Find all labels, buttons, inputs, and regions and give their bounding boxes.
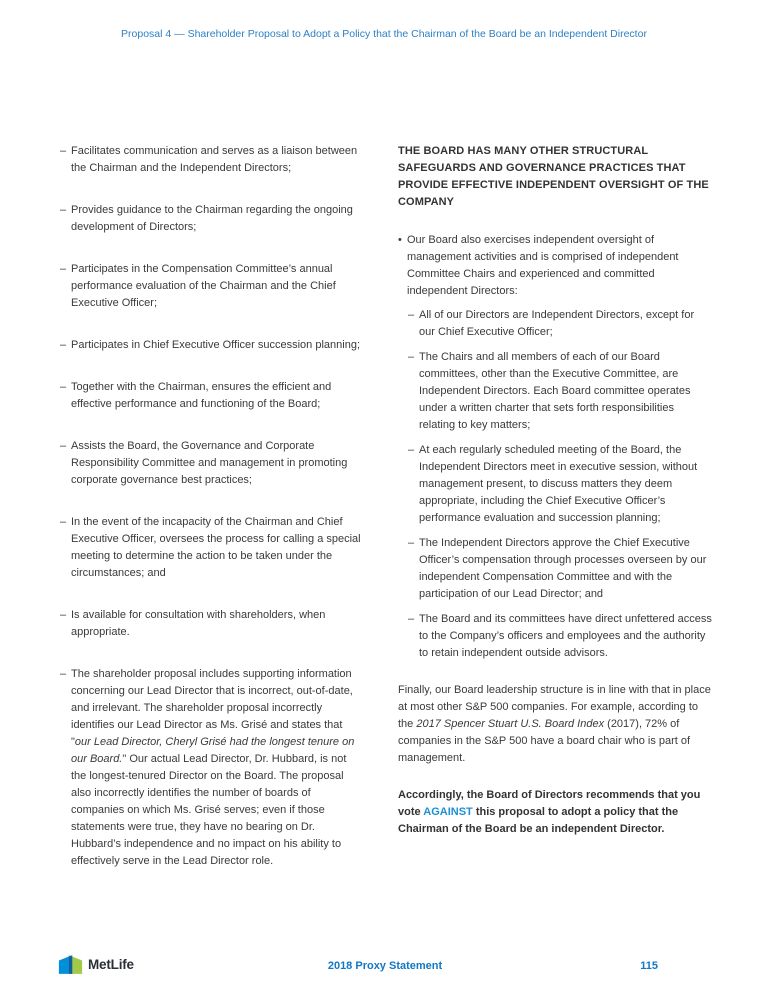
dash-list-item — [60, 261, 362, 312]
text-segment: Finally, our Board leadership structure is in line with that in place at most other S&P 500 companies. For example, according to the — [398, 684, 711, 730]
dash-list-item — [60, 202, 362, 236]
dash-marker: – — [60, 381, 67, 393]
list-item-text: Facilitates communication and serves as a liaison between the Chairman and the Independent Directors; — [71, 145, 358, 174]
page-header-title: Proposal 4 — Shareholder Proposal to Adopt a Policy that the Chairman of the Board be an Independent Director — [121, 28, 647, 40]
dash-marker: – — [60, 339, 67, 351]
dash-list-item — [408, 611, 713, 662]
metlife-wordmark: MetLife — [88, 957, 134, 972]
bullet-item-text: Our Board also exercises independent oversight of management activities and is comprised of independent Committee Chairs and experienced and committed independent Directors: — [407, 234, 679, 297]
board-recommendation — [398, 787, 713, 838]
list-item-text: Participates in Chief Executive Officer succession planning; — [71, 339, 360, 351]
dash-marker: – — [408, 444, 415, 456]
list-item-text: Assists the Board, the Governance and Corporate Responsibility Committee and management in promoting corporate governance best practices; — [71, 440, 348, 486]
dash-list-item — [408, 307, 713, 341]
text-segment: " Our actual Lead Director, Dr. Hubbard, is not the longest-tenured Director on the Board. The proposal also incorrectly identifies the number of boards of companies on which Ms. Grisé serves; even if those statements were true, they have no bearing on Dr. Hubbard’s independence and no impact on his ability to effectively serve in the Lead Director role. — [71, 753, 347, 867]
dash-list-item — [408, 535, 713, 603]
text-segment: 2017 Spencer Stuart U.S. Board Index — [416, 718, 605, 730]
left-column — [60, 143, 362, 870]
dash-marker: – — [60, 440, 67, 452]
list-item-text: In the event of the incapacity of the Chairman and Chief Executive Officer, oversees the process for calling a special meeting to determine the action to be taken under the circumstances; and — [71, 516, 361, 579]
dash-marker: – — [60, 204, 67, 216]
list-item-text: Provides guidance to the Chairman regarding the ongoing development of Directors; — [71, 204, 353, 233]
section-heading: THE BOARD HAS MANY OTHER STRUCTURAL SAFEGUARDS AND GOVERNANCE PRACTICES THAT PROVIDE EFFECTIVE INDEPENDENT OVERSIGHT OF THE COMPANY — [398, 145, 709, 208]
list-item-text: Is available for consultation with shareholders, when appropriate. — [71, 609, 326, 638]
dash-list-item — [60, 438, 362, 489]
dash-list-item — [60, 337, 362, 354]
dash-marker: – — [60, 145, 67, 157]
footer-document-title: 2018 Proxy Statement — [327, 960, 443, 972]
dash-marker: – — [408, 309, 415, 321]
text-segment: AGAINST — [423, 806, 473, 818]
list-item-text: The Board and its committees have direct unfettered access to the Company’s officers and employees and the authority to retain independent outside advisors. — [419, 613, 712, 659]
list-item-text: At each regularly scheduled meeting of the Board, the Independent Directors meet in executive session, without management present, to discuss matters they deem appropriate, including the Chief Executive Officer’s performance evaluation and succession planning; — [419, 444, 698, 524]
two-column-body — [60, 143, 713, 870]
list-item-text: All of our Directors are Independent Directors, except for our Chief Executive Officer; — [419, 309, 695, 338]
lead-director-duties-list — [60, 143, 362, 870]
text-segment: this proposal to adopt a policy that the Chairman of the Board be an independent Director. — [398, 806, 679, 835]
dash-marker: – — [408, 351, 415, 363]
list-item-text: The Chairs and all members of each of our Board committees, other than the Executive Committee, are Independent Directors. Each Board committee operates under a written charter that sets forth responsibilities relating to key matters; — [419, 351, 691, 431]
dash-marker: – — [60, 516, 67, 528]
footer-page-number: 115 — [640, 960, 658, 972]
bullet-marker: • — [398, 234, 402, 246]
text-segment: our Lead Director, Cheryl Grisé had the longest tenure on our Board. — [71, 736, 355, 765]
text-segment: Accordingly, the Board of Directors recommends that you vote — [398, 789, 701, 818]
dash-marker: – — [60, 668, 67, 680]
list-item-text: Participates in the Compensation Committee’s annual performance evaluation of the Chairman and the Chief Executive Officer; — [71, 263, 336, 309]
dash-list-item — [408, 349, 713, 434]
dash-marker: – — [60, 609, 67, 621]
dash-list-item — [60, 666, 362, 870]
right-column — [398, 143, 713, 870]
dash-marker: – — [408, 537, 415, 549]
list-item-text: The Independent Directors approve the Chief Executive Officer’s compensation through processes overseen by our independent Compensation Committee and with the participation of our Lead Director; and — [419, 537, 707, 600]
dash-marker: – — [408, 613, 415, 625]
text-segment: The shareholder proposal includes supporting information concerning our Lead Director that is incorrect, out-of-date, and irrelevant. The shareholder proposal incorrectly identifies our Lead Director as Ms. Grisé and states that " — [71, 668, 353, 748]
text-segment: (2017), 72% of companies in the S&P 500 have a board chair who is part of management. — [398, 718, 691, 764]
dash-list-item — [60, 379, 362, 413]
page-footer — [58, 950, 712, 982]
dash-list-item — [60, 143, 362, 177]
dash-list-item — [408, 442, 713, 527]
independent-oversight-sublist — [408, 307, 713, 662]
dash-list-item — [60, 607, 362, 641]
list-item-text — [71, 666, 362, 870]
dash-list-item — [60, 514, 362, 582]
list-item-text: Together with the Chairman, ensures the efficient and effective performance and functioning of the Board; — [71, 381, 332, 410]
closing-paragraph — [398, 682, 713, 767]
dash-marker: – — [60, 263, 67, 275]
bullet-item — [398, 232, 713, 300]
